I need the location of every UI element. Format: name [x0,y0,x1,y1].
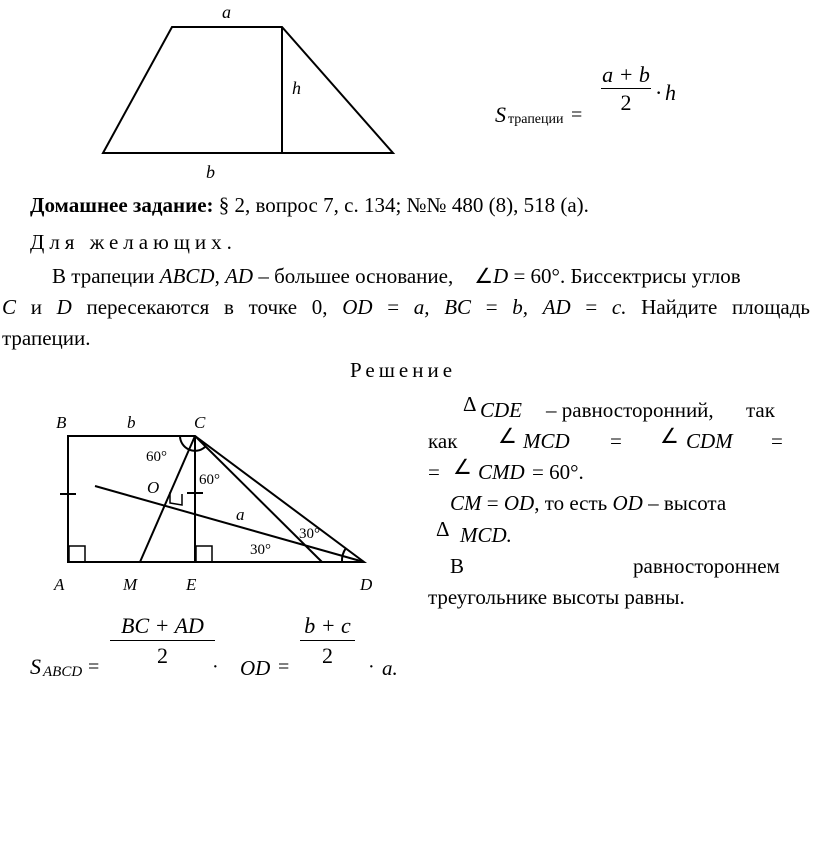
homework-label: Домашнее задание: [30,193,214,217]
final-od: OD [240,656,271,680]
problem-comma: , [214,264,226,288]
solution-cmd: CMD [478,460,525,484]
final-s: S [30,654,41,679]
area-numerator: a + b [602,62,650,87]
angle-label-60-left: 60° [146,449,167,465]
label-b: b [127,413,136,432]
solution-heading: Решение [350,358,457,382]
angle-symbol: ∠ [453,455,472,479]
area-equals: = [571,104,583,126]
optional-heading: Для желающих. [30,230,237,254]
solution-row-4 [450,488,790,519]
angle-symbol: ∠ [498,424,517,448]
final-fraction-1 [110,612,215,671]
problem-word: точке [248,295,298,319]
final-den-1: 2 [157,643,168,668]
final-dot-2: · [368,656,375,678]
angle-label-30-top: 30° [299,526,320,542]
problem-eq: = [387,295,400,319]
solution-text: В [450,554,465,578]
final-formula [30,610,450,690]
label-top-a: a [222,2,231,22]
solution-cdm: CDM [686,429,733,453]
solution-mcd2: MCD. [460,523,512,547]
area-s: S [495,102,506,127]
solution-od: OD [503,491,535,515]
solution-eq: = [428,460,440,484]
final-den-2: 2 [322,643,333,668]
right-angle-e [196,546,212,562]
vertex-b: B [56,413,67,432]
solution-text: = [481,491,504,515]
problem-d2: D [56,295,72,319]
triangle-symbol: Δ [436,517,450,541]
solution-od2: OD [612,491,643,515]
vertex-m: M [123,575,138,594]
angle-arc-d [342,548,346,562]
problem-text-2: – большее основание, [253,264,459,288]
final-eq: = [88,656,100,678]
area-denominator: 2 [620,90,632,115]
final-a: a. [382,656,398,680]
problem-word: и [30,295,42,319]
solution-row-7: треугольнике высоты равны. [428,585,685,609]
problem-abcd: ABCD [159,264,215,288]
final-fraction-2 [300,612,355,671]
solution-text: как [428,429,458,453]
problem-line-3: трапеции. [2,326,91,350]
solution-text: , то есть [534,491,613,515]
trapezoid-abcd [68,436,364,562]
problem-ad2: AD [542,295,571,319]
problem-word: 0, [311,295,328,319]
problem-word: в [224,295,234,319]
triangle-symbol: Δ [463,392,477,416]
solution-eq: = [771,429,783,453]
problem-c: C [2,295,17,319]
angle-label-60-right: 60° [199,472,220,488]
label-bottom-b: b [206,162,215,182]
right-angle-a [69,546,85,562]
solution-cde: CDE [480,398,522,422]
problem-ad: AD [225,264,254,288]
vertex-a: A [54,575,65,594]
solution-text: так [746,398,775,422]
bisector-do [95,486,364,562]
solution-text: = 60°. [532,460,584,484]
label-height-h: h [292,78,301,98]
problem-word: Найдите [641,295,718,319]
problem-text-3: = 60°. Биссектрисы углов [508,264,741,288]
angle-label-30-bottom: 30° [250,542,271,558]
solution-cm: CM [450,491,482,515]
problem-word: площадь [732,295,810,319]
problem-eq: = [585,295,598,319]
problem-b: b, [512,295,528,319]
area-times: · [655,80,663,105]
area-subscript: трапеции [508,112,564,127]
solution-text: – высота [642,491,727,515]
area-h: h [665,80,676,105]
homework-text: § 2, вопрос 7, с. 134; №№ 480 (8), 518 (а). [213,193,589,217]
angle-symbol: ∠ [474,264,494,288]
vertex-e: E [186,575,197,594]
final-s-sub: ABCD [43,664,83,680]
solution-eq: = [610,429,622,453]
angle-symbol: ∠ [660,424,679,448]
solution-mcd: MCD [523,429,570,453]
problem-eq: = [485,295,498,319]
final-num-2: b + c [304,613,351,638]
vertex-d: D [360,575,373,594]
problem-word: пересекаются [86,295,210,319]
problem-text: В трапеции [52,264,160,288]
problem-bc: BC [444,295,472,319]
right-angle-o [170,492,182,505]
problem-d: D [493,264,509,288]
problem-a: a, [413,295,430,319]
problem-od: OD [342,295,373,319]
problem-c2: c. [611,295,627,319]
solution-text: равностороннем [633,554,780,578]
final-num-1: BC + AD [121,613,204,638]
point-o: O [147,478,160,497]
label-a: a [236,505,245,524]
vertex-c: C [194,413,206,432]
solution-text: – равносторонний, [546,398,714,422]
final-dot-1: · [212,656,219,678]
final-eq-2: = [278,656,290,678]
